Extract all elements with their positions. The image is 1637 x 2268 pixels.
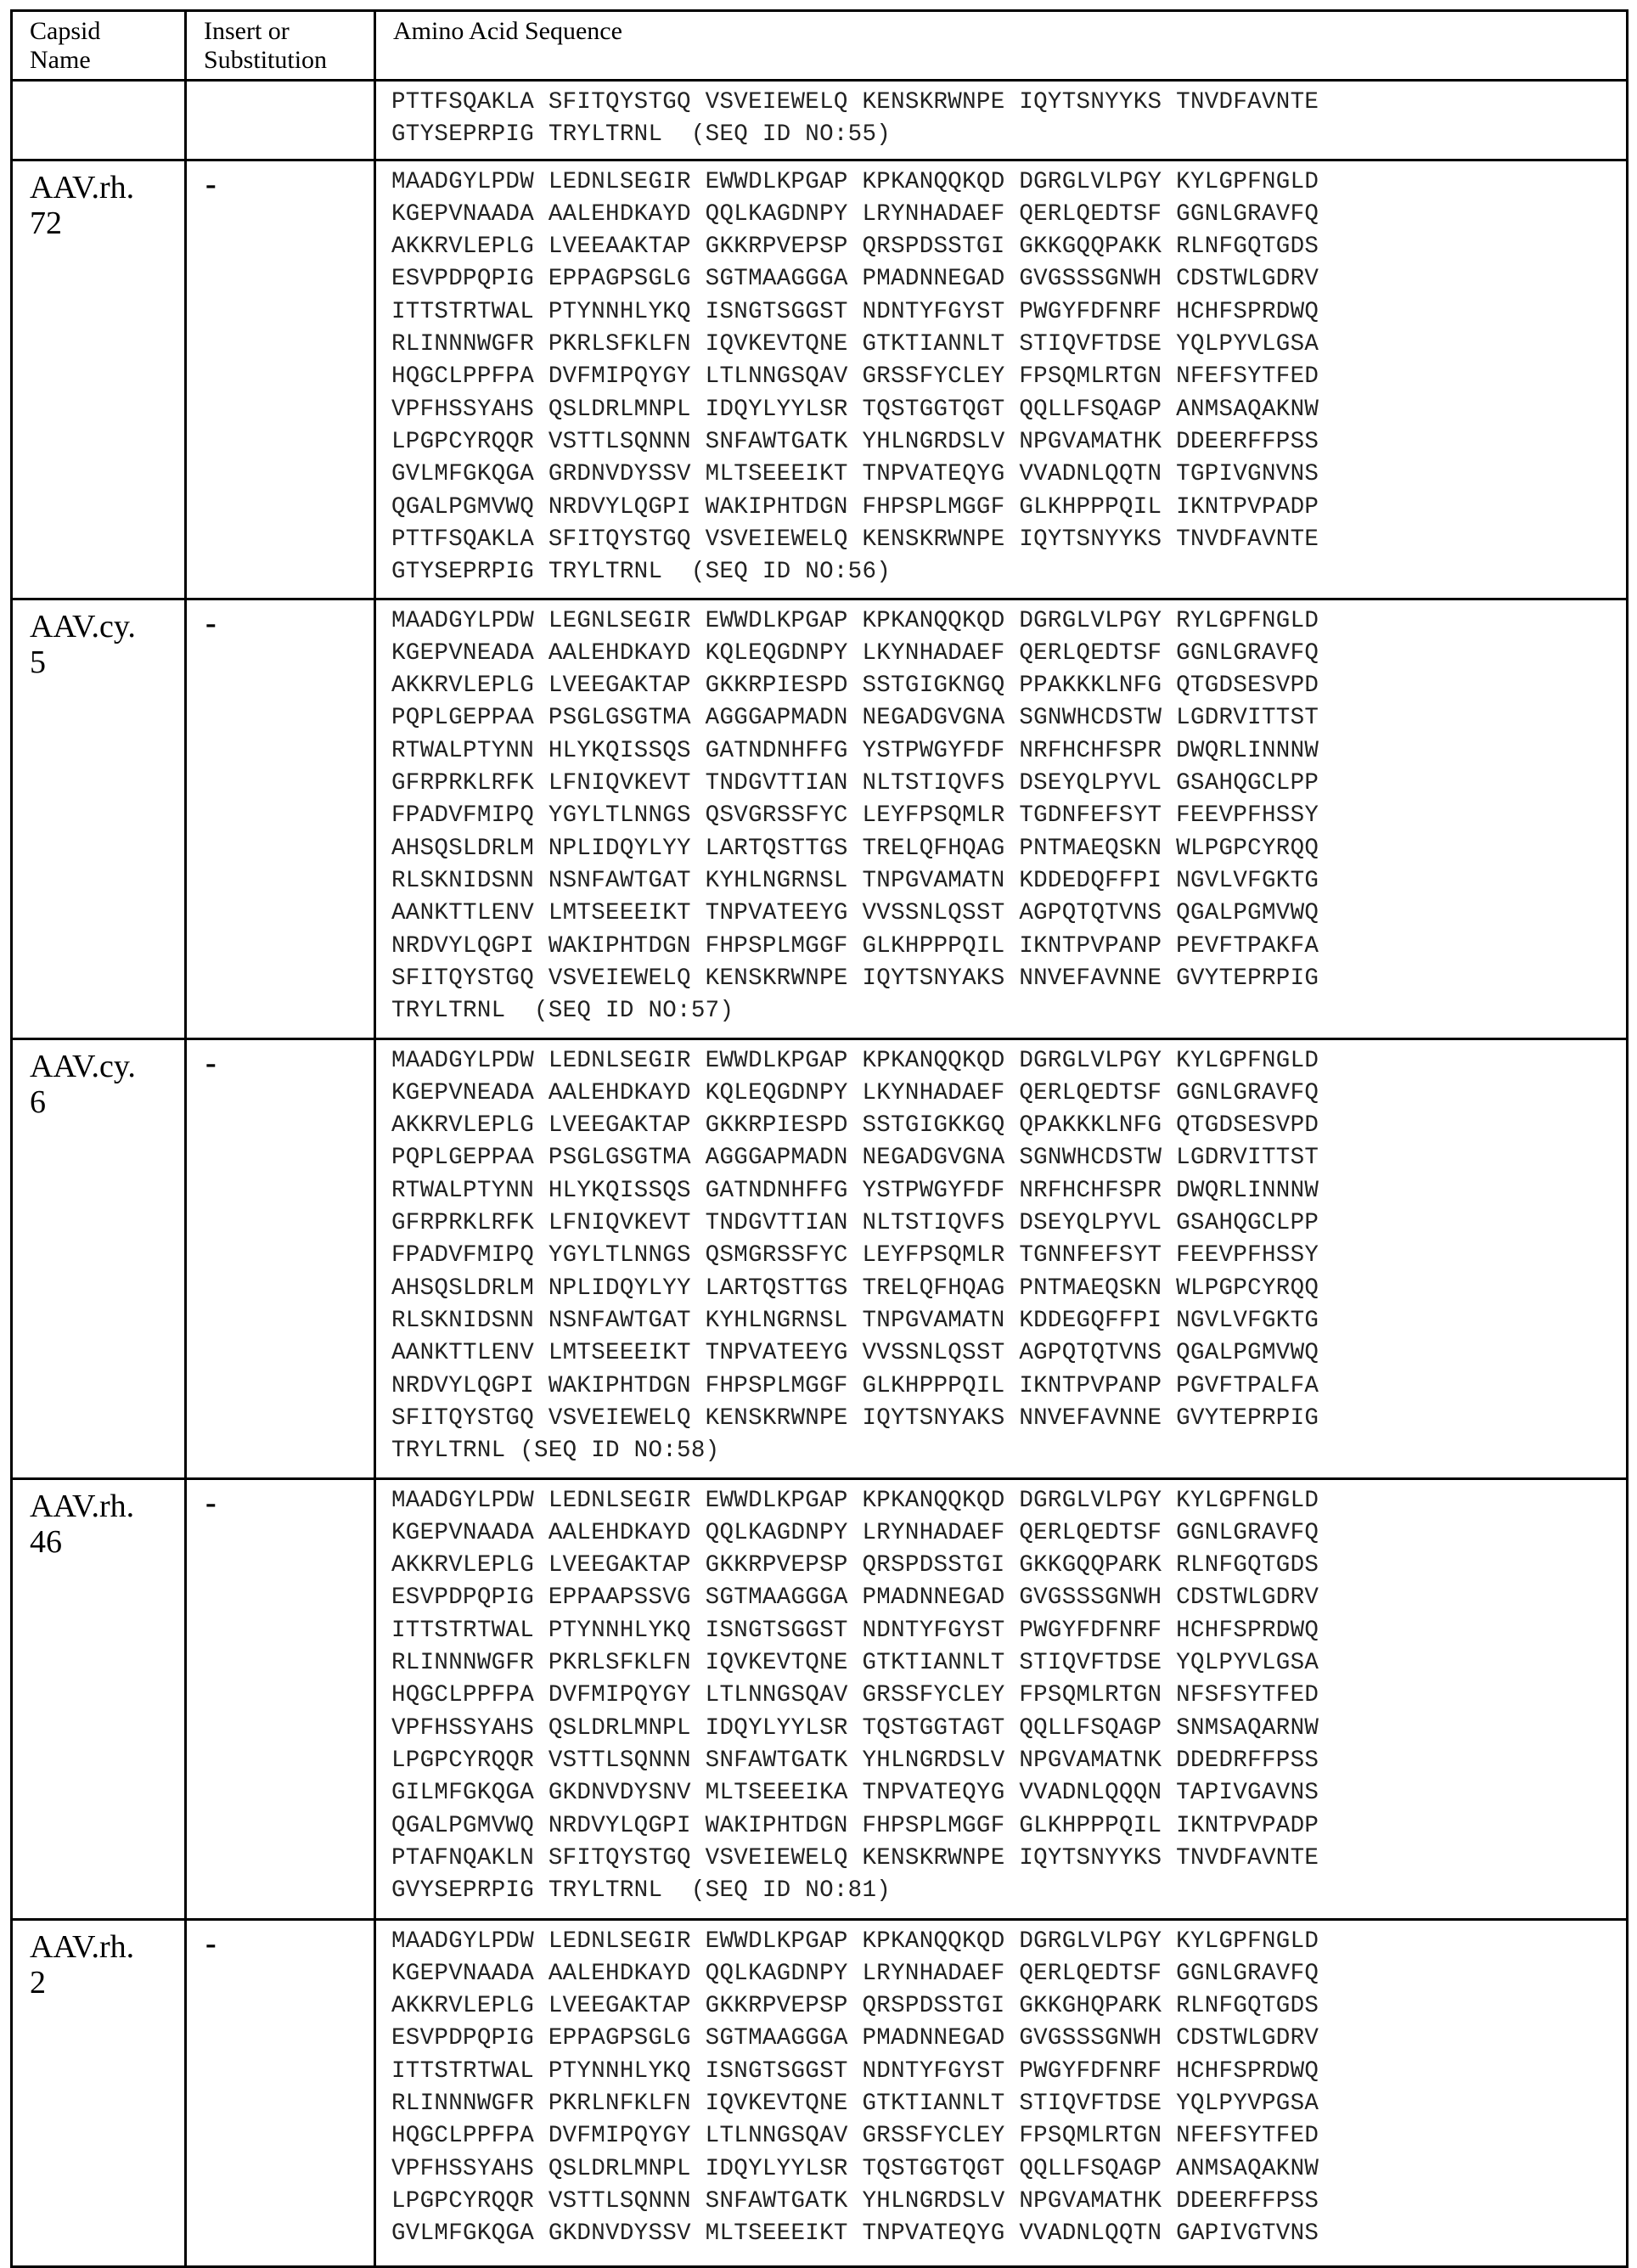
header-amino-acid-sequence	[375, 11, 1628, 81]
sequence-line: ESVPDPQPIG EPPAAPSSVG SGTMAAGGGA PMADNNEGAD GVGSSSGNWH CDSTWLGDRV	[391, 1584, 1319, 1612]
sequence-line: ITTSTRTWAL PTYNNHLYKQ ISNGTSGGST NDNTYFGYST PWGYFDFNRF HCHFSPRDWQ	[391, 298, 1319, 325]
amino-acid-sequence-cell	[375, 599, 1628, 1038]
sequence-line: LPGPCYRQQR VSTTLSQNNN SNFAWTGATK YHLNGRDSLV NPGVAMATHK DDEERFFPSS	[391, 2187, 1319, 2215]
sequence-line: LPGPCYRQQR VSTTLSQNNN SNFAWTGATK YHLNGRDSLV NPGVAMATNK DDEDRFFPSS	[391, 1747, 1319, 1774]
capsid-name: 2	[30, 1964, 46, 2001]
capsid-name-cell	[12, 160, 186, 599]
header-text: Name	[30, 46, 91, 74]
sequence-line: AANKTTLENV LMTSEEEIKT TNPVATEEYG VVSSNLQSST AGPQTQTVNS QGALPGMVWQ	[391, 900, 1319, 927]
header-insert-or-substitution	[186, 11, 375, 81]
header-text: Amino Acid Sequence	[393, 17, 622, 45]
sequence-line: FPADVFMIPQ YGYLTLNNGS QSMGRSSFYC LEYFPSQMLR TGNNFEFSYT FEEVPFHSSY	[391, 1242, 1319, 1269]
insert-substitution-cell	[186, 81, 375, 160]
capsid-name: AAV.rh.	[30, 169, 135, 205]
table-row	[12, 599, 1628, 1038]
insert-substitution-cell: -	[186, 1038, 375, 1478]
capsid-name-cell	[12, 599, 186, 1038]
sequence-line: MAADGYLPDW LEDNLSEGIR EWWDLKPGAP KPKANQQKQD DGRGLVLPGY KYLGPFNGLD	[391, 1047, 1319, 1074]
sequence-line: KGEPVNEADA AALEHDKAYD KQLEQGDNPY LKYNHADAEF QERLQEDTSF GGNLGRAVFQ	[391, 1079, 1319, 1106]
sequence-line: VPFHSSYAHS QSLDRLMNPL IDQYLYYLSR TQSTGGTQGT QQLLFSQAGP ANMSAQAKNW	[391, 396, 1319, 423]
sequence-line: HQGCLPPFPA DVFMIPQYGY LTLNNGSQAV GRSSFYCLEY FPSQMLRTGN NFEFSYTFED	[391, 363, 1319, 391]
sequence-line: QGALPGMVWQ NRDVYLQGPI WAKIPHTDGN FHPSPLMGGF GLKHPPPQIL IKNTPVPADP	[391, 493, 1319, 521]
sequence-line: GILMFGKQGA GKDNVDYSNV MLTSEEEIKA TNPVATEQYG VVADNLQQQN TAPIVGAVNS	[391, 1780, 1319, 1807]
sequence-line: MAADGYLPDW LEDNLSEGIR EWWDLKPGAP KPKANQQKQD DGRGLVLPGY KYLGPFNGLD	[391, 168, 1319, 195]
capsid-sequence-table	[10, 9, 1629, 2268]
sequence-line: GFRPRKLRFK LFNIQVKEVT TNDGVTTIAN NLTSTIQVFS DSEYQLPYVL GSAHQGCLPP	[391, 770, 1319, 797]
sequence-line: MAADGYLPDW LEGNLSEGIR EWWDLKPGAP KPKANQQKQD DGRGLVLPGY RYLGPFNGLD	[391, 607, 1319, 634]
sequence-line: MAADGYLPDW LEDNLSEGIR EWWDLKPGAP KPKANQQKQD DGRGLVLPGY KYLGPFNGLD	[391, 1928, 1319, 1955]
sequence-line: RLSKNIDSNN NSNFAWTGAT KYHLNGRNSL TNPGVAMATN KDDEDQFFPI NGVLVFGKTG	[391, 867, 1319, 894]
sequence-line: GFRPRKLRFK LFNIQVKEVT TNDGVTTIAN NLTSTIQVFS DSEYQLPYVL GSAHQGCLPP	[391, 1210, 1319, 1237]
capsid-name: 6	[30, 1083, 46, 1120]
capsid-name: AAV.cy.	[30, 1048, 136, 1084]
sequence-line: AANKTTLENV LMTSEEEIKT TNPVATEEYG VVSSNLQSST AGPQTQTVNS QGALPGMVWQ	[391, 1340, 1319, 1367]
sequence-line: RLSKNIDSNN NSNFAWTGAT KYHLNGRNSL TNPGVAMATN KDDEGQFFPI NGVLVFGKTG	[391, 1307, 1319, 1334]
sequence-line: ESVPDPQPIG EPPAGPSGLG SGTMAAGGGA PMADNNEGAD GVGSSSGNWH CDSTWLGDRV	[391, 266, 1319, 293]
amino-acid-sequence-cell	[375, 81, 1628, 160]
sequence-line: AKKRVLEPLG LVEEAAKTAP GKKRPVEPSP QRSPDSSTGI GKKGQQPAKK RLNFGQTGDS	[391, 234, 1319, 261]
sequence-line: TRYLTRNL (SEQ ID NO:58)	[391, 1438, 720, 1465]
sequence-line: GVLMFGKQGA GKDNVDYSSV MLTSEEEIKT TNPVATEQYG VVADNLQQTN GAPIVGTVNS	[391, 2220, 1319, 2248]
sequence-line: PTTFSQAKLA SFITQYSTGQ VSVEIEWELQ KENSKRWNPE IQYTSNYYKS TNVDFAVNTE	[391, 526, 1319, 553]
table-header-row	[12, 11, 1628, 81]
sequence-line: RLINNNWGFR PKRLSFKLFN IQVKEVTQNE GTKTIANNLT STIQVFTDSE YQLPYVLGSA	[391, 1650, 1319, 1677]
sequence-line: KGEPVNAADA AALEHDKAYD QQLKAGDNPY LRYNHADAEF QERLQEDTSF GGNLGRAVFQ	[391, 1519, 1319, 1546]
insert-substitution-cell: -	[186, 1478, 375, 1919]
capsid-name-cell	[12, 1478, 186, 1919]
table-row	[12, 1038, 1628, 1478]
capsid-name: AAV.cy.	[30, 608, 136, 644]
sequence-line: PQPLGEPPAA PSGLGSGTMA AGGGAPMADN NEGADGVGNA SGNWHCDSTW LGDRVITTST	[391, 1145, 1319, 1172]
sequence-line: AKKRVLEPLG LVEEGAKTAP GKKRPVEPSP QRSPDSSTGI GKKGQQPARK RLNFGQTGDS	[391, 1552, 1319, 1579]
sequence-line: PTAFNQAKLN SFITQYSTGQ VSVEIEWELQ KENSKRWNPE IQYTSNYYKS TNVDFAVNTE	[391, 1844, 1319, 1871]
amino-acid-sequence-cell	[375, 160, 1628, 599]
amino-acid-sequence-cell	[375, 1919, 1628, 2266]
sequence-line: TRYLTRNL (SEQ ID NO:57)	[391, 998, 734, 1025]
sequence-line: ESVPDPQPIG EPPAGPSGLG SGTMAAGGGA PMADNNEGAD GVGSSSGNWH CDSTWLGDRV	[391, 2025, 1319, 2052]
capsid-name: 46	[30, 1523, 62, 1560]
sequence-line: KGEPVNAADA AALEHDKAYD QQLKAGDNPY LRYNHADAEF QERLQEDTSF GGNLGRAVFQ	[391, 1960, 1319, 1987]
capsid-name: AAV.rh.	[30, 1928, 135, 1965]
sequence-line: AKKRVLEPLG LVEEGAKTAP GKKRPIESPD SSTGIGKNGQ PPAKKKLNFG QTGDSESVPD	[391, 673, 1319, 700]
sequence-line: HQGCLPPFPA DVFMIPQYGY LTLNNGSQAV GRSSFYCLEY FPSQMLRTGN NFSFSYTFED	[391, 1682, 1319, 1709]
sequence-line: NRDVYLQGPI WAKIPHTDGN FHPSPLMGGF GLKHPPPQIL IKNTPVPANP PEVFTPAKFA	[391, 932, 1319, 960]
table-row	[12, 1478, 1628, 1919]
sequence-line: AHSQSLDRLM NPLIDQYLYY LARTQSTTGS TRELQFHQAG PNTMAEQSKN WLPGPCYRQQ	[391, 835, 1319, 862]
sequence-line: PQPLGEPPAA PSGLGSGTMA AGGGAPMADN NEGADGVGNA SGNWHCDSTW LGDRVITTST	[391, 705, 1319, 732]
sequence-line: VPFHSSYAHS QSLDRLMNPL IDQYLYYLSR TQSTGGTAGT QQLLFSQAGP SNMSAQARNW	[391, 1714, 1319, 1742]
header-text: Substitution	[204, 46, 328, 74]
sequence-line: FPADVFMIPQ YGYLTLNNGS QSVGRSSFYC LEYFPSQMLR TGDNFEFSYT FEEVPFHSSY	[391, 802, 1319, 830]
sequence-line: VPFHSSYAHS QSLDRLMNPL IDQYLYYLSR TQSTGGTQGT QQLLFSQAGP ANMSAQAKNW	[391, 2155, 1319, 2182]
sequence-line: GVLMFGKQGA GRDNVDYSSV MLTSEEEIKT TNPVATEQYG VVADNLQQTN TGPIVGNVNS	[391, 461, 1319, 488]
capsid-name: 5	[30, 644, 46, 680]
sequence-line: GTYSEPRPIG TRYLTRNL (SEQ ID NO:55)	[391, 121, 892, 149]
sequence-line: GVYSEPRPIG TRYLTRNL (SEQ ID NO:81)	[391, 1877, 892, 1905]
sequence-line: ITTSTRTWAL PTYNNHLYKQ ISNGTSGGST NDNTYFGYST PWGYFDFNRF HCHFSPRDWQ	[391, 2057, 1319, 2085]
capsid-name: AAV.rh.	[30, 1488, 135, 1524]
table-row	[12, 81, 1628, 160]
sequence-line: SFITQYSTGQ VSVEIEWELQ KENSKRWNPE IQYTSNYAKS NNVEFAVNNE GVYTEPRPIG	[391, 1404, 1319, 1432]
capsid-name-cell	[12, 1038, 186, 1478]
header-text: Capsid	[30, 17, 101, 45]
amino-acid-sequence-cell	[375, 1478, 1628, 1919]
sequence-line: RLINNNWGFR PKRLNFKLFN IQVKEVTQNE GTKTIANNLT STIQVFTDSE YQLPYVPGSA	[391, 2091, 1319, 2118]
sequence-line: AKKRVLEPLG LVEEGAKTAP GKKRPVEPSP QRSPDSSTGI GKKGHQPARK RLNFGQTGDS	[391, 1993, 1319, 2020]
sequence-line: RTWALPTYNN HLYKQISSQS GATNDNHFFG YSTPWGYFDF NRFHCHFSPR DWQRLINNNW	[391, 737, 1319, 764]
table-row	[12, 1919, 1628, 2266]
sequence-line: RTWALPTYNN HLYKQISSQS GATNDNHFFG YSTPWGYFDF NRFHCHFSPR DWQRLINNNW	[391, 1177, 1319, 1204]
sequence-line: AHSQSLDRLM NPLIDQYLYY LARTQSTTGS TRELQFHQAG PNTMAEQSKN WLPGPCYRQQ	[391, 1275, 1319, 1302]
insert-substitution-cell: -	[186, 1919, 375, 2266]
sequence-line: MAADGYLPDW LEDNLSEGIR EWWDLKPGAP KPKANQQKQD DGRGLVLPGY KYLGPFNGLD	[391, 1487, 1319, 1514]
insert-substitution-cell: -	[186, 160, 375, 599]
header-text: Insert or	[204, 17, 290, 45]
sequence-line: HQGCLPPFPA DVFMIPQYGY LTLNNGSQAV GRSSFYCLEY FPSQMLRTGN NFEFSYTFED	[391, 2123, 1319, 2150]
sequence-line: RLINNNWGFR PKRLSFKLFN IQVKEVTQNE GTKTIANNLT STIQVFTDSE YQLPYVLGSA	[391, 331, 1319, 358]
sequence-line: KGEPVNAADA AALEHDKAYD QQLKAGDNPY LRYNHADAEF QERLQEDTSF GGNLGRAVFQ	[391, 200, 1319, 228]
capsid-name: 72	[30, 205, 62, 241]
document-page	[10, 9, 1626, 2268]
sequence-line: QGALPGMVWQ NRDVYLQGPI WAKIPHTDGN FHPSPLMGGF GLKHPPPQIL IKNTPVPADP	[391, 1812, 1319, 1839]
sequence-line: GTYSEPRPIG TRYLTRNL (SEQ ID NO:56)	[391, 559, 892, 586]
sequence-line: AKKRVLEPLG LVEEGAKTAP GKKRPIESPD SSTGIGKKGQ QPAKKKLNFG QTGDSESVPD	[391, 1112, 1319, 1140]
sequence-line: NRDVYLQGPI WAKIPHTDGN FHPSPLMGGF GLKHPPPQIL IKNTPVPANP PGVFTPALFA	[391, 1372, 1319, 1399]
sequence-line: PTTFSQAKLA SFITQYSTGQ VSVEIEWELQ KENSKRWNPE IQYTSNYYKS TNVDFAVNTE	[391, 89, 1319, 115]
sequence-line: KGEPVNEADA AALEHDKAYD KQLEQGDNPY LKYNHADAEF QERLQEDTSF GGNLGRAVFQ	[391, 639, 1319, 667]
amino-acid-sequence-cell	[375, 1038, 1628, 1478]
capsid-name-cell	[12, 81, 186, 160]
capsid-name-cell	[12, 1919, 186, 2266]
sequence-line: LPGPCYRQQR VSTTLSQNNN SNFAWTGATK YHLNGRDSLV NPGVAMATHK DDEERFFPSS	[391, 428, 1319, 455]
sequence-line: ITTSTRTWAL PTYNNHLYKQ ISNGTSGGST NDNTYFGYST PWGYFDFNRF HCHFSPRDWQ	[391, 1617, 1319, 1644]
sequence-line: SFITQYSTGQ VSVEIEWELQ KENSKRWNPE IQYTSNYAKS NNVEFAVNNE GVYTEPRPIG	[391, 965, 1319, 992]
insert-substitution-cell: -	[186, 599, 375, 1038]
header-capsid-name	[12, 11, 186, 81]
table-row	[12, 160, 1628, 599]
